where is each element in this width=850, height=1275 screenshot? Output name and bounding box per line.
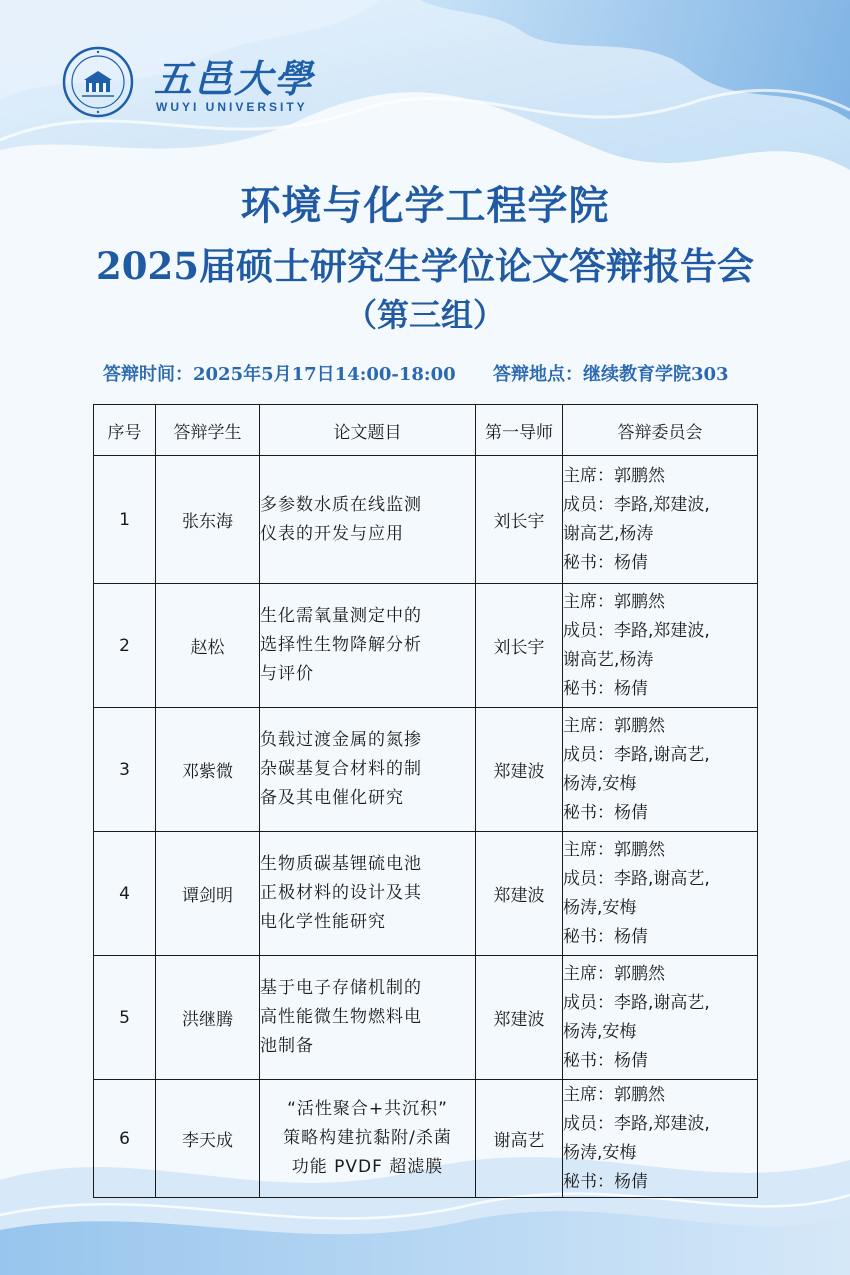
defense-time [103,360,456,386]
committee-line: 杨涛,安梅 [563,1142,637,1163]
cell-thesis-title [260,708,476,832]
cell-advisor: 郑建波 [476,832,563,956]
cell-committee [563,832,758,956]
committee-line: 谢高艺,杨涛 [563,649,654,670]
defense-time-label: 答辩时间： [103,364,193,385]
thesis-title-line: 基于电子存储机制的 [260,978,422,998]
committee-line: 秘书：杨倩 [563,678,648,699]
committee-line: 主席：郭鹏然 [563,591,665,612]
header-committee: 答辩委员会 [563,405,758,456]
thesis-title-line: “活性聚合+共沉积” [287,1099,448,1119]
cell-thesis-title [260,456,476,584]
cell-advisor: 郑建波 [476,956,563,1080]
cell-committee [563,956,758,1080]
thesis-title-line: 与评价 [260,664,314,684]
defense-place [493,360,729,386]
committee-line: 成员：李路,谢高艺, [563,868,710,889]
committee-line: 秘书：杨倩 [563,926,648,947]
committee-line: 主席：郭鹏然 [563,465,665,486]
defense-time-value: 2025年5月17日14:00-18:00 [193,364,456,385]
cell-advisor: 刘长宇 [476,584,563,708]
thesis-title-line: 策略构建抗黏附/杀菌 [283,1128,452,1148]
cell-student: 李天成 [156,1080,260,1198]
cell-advisor: 谢高艺 [476,1080,563,1198]
header-thesis-title: 论文题目 [260,405,476,456]
thesis-title-line: 生化需氧量测定中的 [260,606,422,626]
defense-place-value: 继续教育学院303 [583,364,729,385]
defense-place-label: 答辩地点： [493,364,583,385]
cell-thesis-title [260,832,476,956]
committee-line: 主席：郭鹏然 [563,1084,665,1105]
cell-advisor: 郑建波 [476,708,563,832]
thesis-title-line: 池制备 [260,1036,314,1056]
thesis-title-line: 杂碳基复合材料的制 [260,759,422,779]
header-student: 答辩学生 [156,405,260,456]
cell-thesis-title [260,956,476,1080]
thesis-title-line: 多参数水质在线监测 [260,494,422,515]
committee-line: 成员：李路,谢高艺, [563,744,710,765]
school-title: 环境与化学工程学院 [240,182,610,229]
cell-no: 1 [94,456,156,584]
university-name-cn: 五邑大學 [154,56,315,101]
cell-committee [563,456,758,584]
group-title: （第三组） [344,296,505,334]
committee-line: 杨涛,安梅 [563,1021,637,1042]
defense-schedule-table [93,404,758,1198]
cell-thesis-title [260,584,476,708]
cell-thesis-title [260,1080,476,1198]
cell-advisor: 刘长宇 [476,456,563,584]
cell-committee [563,584,758,708]
thesis-title-line: 电化学性能研究 [260,912,386,932]
committee-line: 成员：李路,谢高艺, [563,992,710,1013]
committee-line: 主席：郭鹏然 [563,839,665,860]
university-name-en: WUYI UNIVERSITY [156,100,308,114]
committee-line: 成员：李路,郑建波, [563,1113,710,1134]
committee-line: 秘书：杨倩 [563,1171,648,1192]
cell-committee [563,708,758,832]
header-advisor: 第一导师 [476,405,563,456]
committee-line: 杨涛,安梅 [563,897,637,918]
university-seal-icon [62,46,134,118]
cell-student: 张东海 [156,456,260,584]
committee-line: 秘书：杨倩 [563,1050,648,1071]
cell-student: 洪继腾 [156,956,260,1080]
cell-no: 5 [94,956,156,1080]
thesis-title-line: 正极材料的设计及其 [260,883,422,903]
cell-no: 2 [94,584,156,708]
table-row [94,832,758,956]
thesis-title-line: 负载过渡金属的氮掺 [260,730,422,750]
thesis-title-line: 选择性生物降解分析 [260,635,422,655]
thesis-title-line: 备及其电催化研究 [260,788,404,808]
committee-line: 杨涛,安梅 [563,773,637,794]
committee-line: 秘书：杨倩 [563,802,648,823]
cell-student: 谭剑明 [156,832,260,956]
university-logo [62,46,342,118]
committee-line: 主席：郭鹏然 [563,715,665,736]
committee-line: 主席：郭鹏然 [563,963,665,984]
table-row [94,456,758,584]
committee-line: 成员：李路,郑建波, [563,494,710,515]
header-no: 序号 [94,405,156,456]
cell-student: 赵松 [156,584,260,708]
thesis-title-line: 仪表的开发与应用 [260,523,404,544]
cell-no: 3 [94,708,156,832]
committee-line: 成员：李路,郑建波, [563,620,710,641]
table-header-row [94,405,758,456]
thesis-title-line: 功能 PVDF 超滤膜 [291,1157,444,1177]
table-row [94,584,758,708]
table-row [94,708,758,832]
committee-line: 秘书：杨倩 [563,552,648,573]
thesis-title-line: 高性能微生物燃料电 [260,1007,422,1027]
cell-student: 邓紫微 [156,708,260,832]
event-title: 2025届硕士研究生学位论文答辩报告会 [96,244,754,288]
table-row [94,1080,758,1198]
cell-committee [563,1080,758,1198]
committee-line: 谢高艺,杨涛 [563,523,654,544]
thesis-title-line: 生物质碳基锂硫电池 [260,854,422,874]
table-row [94,956,758,1080]
cell-no: 4 [94,832,156,956]
cell-no: 6 [94,1080,156,1198]
